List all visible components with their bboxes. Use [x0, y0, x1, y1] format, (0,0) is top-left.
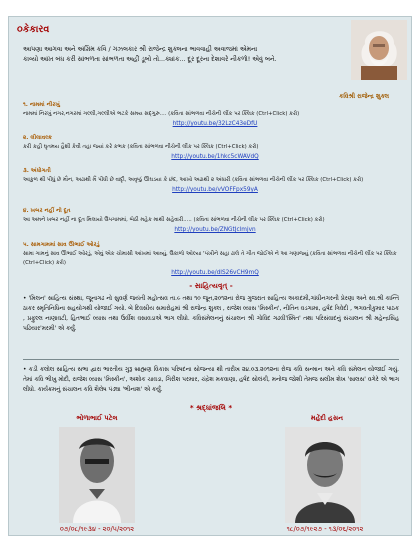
song-title: ૧. નામમાં નીરખું: [23, 102, 60, 108]
song-item: [23, 207, 407, 235]
tribute-dates-left: ૦૭/૦૮/૧૯૩૪ - ૨૦/૫/૨૦૧૨: [59, 525, 135, 533]
song-link[interactable]: http://youtu.be/1hkc5cWAVdQ: [171, 154, 259, 160]
news-paragraph-2: • કડી કલોલ સાહિત્ય સભા દ્વારા ભારતીય ગુરૂ બ્રાહ્મણ વિકાસ પરિષદના સોજન્યા થી તારીખ ૨૪.૦૩.૨૦૧૨ના રોજ કવિ સન્માન અને કવિ સંમેલન યોજાઈ ગયું. તેમાં કવિ ભીખુ મોદી, રાજેશ વ્યાસ 'મિસ્કીન', અશોક ચાવડા, ગિરીશ પરમાર, ચંદ્રેશ મકવાણા, હર્ષદ સોલંકી, મનોજ જોશી તેમજ સલીમ શેખ 'સાલસ' વગેરે એ ભાગ લીધો. કાર્યક્રમનું સંચાલન કવિ શૈલેષ પંડ્યા 'ભીનાશ' એ કર્યું.: [23, 367, 399, 393]
newsletter-page: [8, 16, 412, 536]
song-link[interactable]: http://youtu.be/vVOFFpx59yA: [172, 187, 258, 193]
poet-portrait: [351, 20, 407, 80]
song-title: ૫. સામગામમાં સાવ ઊભાઈ ઓરડું: [23, 242, 100, 248]
song-text: નામમાં નિરખું નગર,નગરમાં ગલ્લી,ગલ્લીએ ભટકે સમય સદ્‍ગુરુ.... (કવિતા સાંભળવા નીચેની લીંક પર ક્લિક (Ctrl+Click) કરો): [23, 111, 300, 117]
song-item: [23, 101, 407, 129]
song-link[interactable]: http://youtu.be/32LzC43eDfU: [172, 121, 258, 127]
tribute-name-right: મહેંદી હસન: [310, 414, 344, 422]
song-item: [23, 167, 407, 195]
tribute-photo-left: [59, 427, 135, 523]
page-title: ૦કેકારવ: [17, 24, 50, 35]
song-text: આકુળ થી પીધું છે મૌન, અઢાથી મૈં પીધી છે વાદૃી, અવૃષ્ઠું ઊઘડયા કે છંદ, આખો અઢાથી ૨ અંધારી (કવિતા સાંભળવા નીચેની લીંક પર ક્લિક (Ctrl+Click) કરો): [23, 177, 364, 183]
intro-line-1: આપણા આગવા અને અંગ્રિમ કવિ / ગઝલકાર શ્રી રાજેન્દ્ર શુક્લના ભાવવાહી અવાજમાં એમના: [23, 46, 258, 53]
song-text: સામા ગામનું સાવ ઊભાઈ ઓરડું, એવું એક ચોમાસી આંખમાં આવ્યું, ઉકાળો ઓલ્યા 'પંખીને સહા ઢાલે તે ગીત જોઈએ ને આ ગણાજ્યું (કવિતા સાંભળવા નીચેની લીંક પર ક્લિક (Ctrl+Click) કરો): [23, 251, 397, 266]
poet-credit: કવિશ્રી રાજેન્દ્ર શુક્લ: [339, 93, 389, 100]
tribute-name-left: ભોળાભાઈ પટેલ: [76, 414, 118, 422]
tribute-dates-right: ૧૮/૦૭/૧૯૨૭ - ૧૩/૦૬/૨૦૧૨: [286, 525, 364, 533]
song-text: આ અમને ખબર નહીં ના દૂત મિલાયો ઉપગામમાં, બેઠી મહેક માથી સહેવારી..... (કવિતા સાંભળવા નીચેની લીંક પર ક્લિક (Ctrl+Click) કરો): [23, 217, 325, 223]
song-title: ૪. ખબર નહીં નો દૂત: [23, 208, 71, 214]
song-link[interactable]: http://youtu.be/ZNGtJclmjvn: [174, 227, 256, 233]
song-text: કરી કહી ઘૃતમય હૈશી કેવી તહા જયાં કરે કભક (કવિતા સાંભળવા નીચેની લીંક પર ક્લિક (Ctrl+Click) કરો): [23, 144, 259, 150]
song-item: [23, 134, 407, 162]
song-title: ૩. અંધોગતી: [23, 168, 51, 174]
intro-text: [23, 45, 343, 65]
song-link[interactable]: http://youtu.be/dIS26vCH9mQ: [171, 270, 259, 276]
tribute-heading: * શ્રદ્ધાંજલિ *: [189, 403, 233, 412]
divider: [23, 359, 399, 360]
tribute-photo-right: [285, 427, 361, 523]
song-item: [23, 241, 407, 278]
news-heading: - સાહિત્યવૃત્ -: [189, 281, 233, 290]
news-paragraph-1: • 'મિલન' સાહિત્ય સંસ્થા, જૂનાગઢ નો સુવર્ણ જયંતી મહોત્સવ તા.૯ તથા ૧૦ જૂન,૨૦૧૨ના રોજ ગુજરાત સાહિત્ય અકાદમી,ગાંધીનગરની પ્રેરણા અને સ્વ.શ્રી કાન્તિ ઠાકર સ્મૃતિનિધિના સહયોગથી યોજાઈ ગયો. બે દિવસીય સમારોહમાં શ્રી રાજેન્દ્ર શુક્લ , રાજેશ વ્યાસ 'મિસ્કીન', નીતિન વડગામા, હર્ષદ ત્રિવેદી , ભગવતીકુમાર પાઠક , પ્રફુલ્લ નાણાવટી, હિતભાઈ વ્યાસ તથા ઉર્વીશ વસાવડાએ ભાગ લીધો. કવિસંમેલનનું સંચાલન શ્રી ગોવિંદ ગઢવી'સ્મિત' તથા પરિસંવાદનું સંચાલન શ્રી મહેન્દ્રસિંહ પઢિયાર'મરમી' એ કર્યું.: [23, 296, 399, 332]
song-title: ૨. લીલાવલ્ક: [23, 135, 53, 141]
intro-line-2: કાવ્યો આંખ બંધ કરી સાંભળતા સાંભળતા અહીં ડૂબો તો...ક્યાંક... દૂર દૂરના દેશાવરે નીકળો! એવું બને.: [23, 56, 277, 63]
